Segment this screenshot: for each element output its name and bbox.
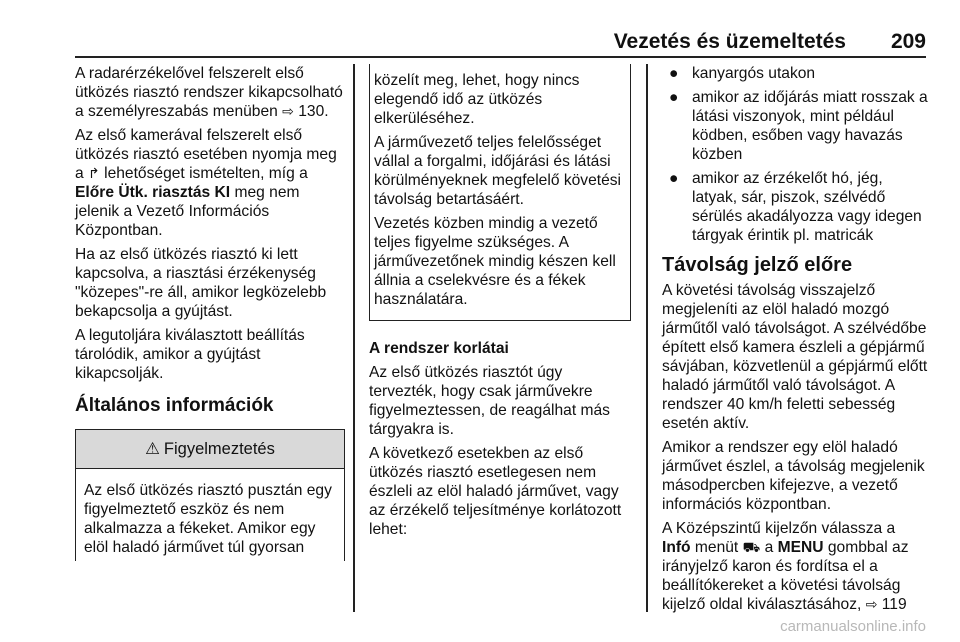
- page-number: 209: [890, 30, 926, 53]
- menu-option-label: Előre Ütk. riasztás KI: [75, 184, 231, 201]
- warning-body: Az első ütközés riasztó pusztán egy figyelmeztető eszköz és nem alkalmazza a fékeket. Amikor egy elöl haladó járművet túl gyorsan: [84, 482, 332, 556]
- paragraph-text: a: [764, 539, 774, 556]
- warning-header: [76, 430, 344, 469]
- paragraph: Az első ütközés riasztót úgy tervezték, hogy csak járművekre figyelmeztessen, de reagálhat más tárgyakra is.: [369, 364, 610, 438]
- paragraph: A következő esetekben az első ütközés riasztó esetlegesen nem észleli az elöl haladó járművet, vagy az érzékelő teljesítménye korlátozott lehet:: [369, 445, 622, 538]
- column-right: [662, 64, 928, 619]
- paragraph: A követési távolság visszajelző megjeleníti az elöl haladó mozgó járműtől való távolságot. A szélvédőbe épített első kamera észleli a gépjármű sávjában, közvetlenül a gépjármű előtt haladó járműtől való távolságot. A rendszer 40 km/h feletti sebesség esetén aktív.: [662, 282, 928, 432]
- bullet-icon: ●: [669, 89, 679, 106]
- paragraph-text: gombbal az irányjelző karon és fordítsa el a beállítókereket a követési távolság kijelző oldal kiválasztásához,: [662, 539, 909, 613]
- warning-title: Figyelmeztetés: [163, 440, 275, 458]
- paragraph: [75, 64, 345, 121]
- paragraph: [75, 126, 345, 240]
- paragraph-text: lehetőséget ismételten, míg a: [104, 165, 308, 182]
- warning-paragraph: A járművezető teljes felelősséget vállal a forgalmi, időjárási és látási körülményeknek megfelelő követési távolság betartásáért.: [374, 134, 622, 208]
- paragraph-text: A radarérzékelővel felszerelt első ütközés riasztó rendszer kikapcsolható a személyreszabás menüben: [75, 65, 343, 120]
- column-divider: [353, 64, 355, 612]
- list-item: [662, 64, 928, 83]
- button-name: MENU: [777, 539, 824, 556]
- column-middle: [369, 64, 631, 544]
- paragraph: Ha az első ütközés riasztó ki lett kapcsolva, a riasztási érzékenység "közepes"-re áll, amikor legközelebb bekapcsolja a gyújtást.: [75, 246, 327, 320]
- column-divider: [646, 64, 648, 612]
- menu-name: Infó: [662, 539, 691, 556]
- car-icon: ⛟: [742, 539, 761, 555]
- page-header: [75, 30, 926, 58]
- list-item: [662, 169, 928, 245]
- paragraph: [662, 519, 928, 614]
- paragraph: Amikor a rendszer egy elöl haladó járművet észlel, a távolság megjelenik másodpercben kifejezve, a vezető információs központban.: [662, 439, 925, 513]
- steering-wheel-button-icon: ↱: [88, 165, 100, 181]
- paragraph: A legutoljára kiválasztott beállítás tárolódik, amikor a gyújtást kikapcsolják.: [75, 327, 305, 382]
- page-reference[interactable]: 130.: [298, 103, 329, 120]
- section-heading: Távolság jelző előre: [662, 254, 853, 276]
- list-item-text: amikor az érzékelőt hó, jég, latyak, sár, piszok, szélvédő sérülés akadályozza vagy idegen tárgyak érintik pl. matricák: [692, 170, 922, 244]
- paragraph-text: A Középszintű kijelzőn válassza a: [662, 520, 896, 537]
- page-title: Vezetés és üzemeltetés: [613, 30, 846, 53]
- reference-arrow-icon: ⇨: [865, 596, 878, 612]
- header-rule: [75, 56, 926, 58]
- paragraph-text: menüt: [694, 539, 739, 556]
- section-heading: Általános információk: [75, 395, 274, 416]
- list-item: [662, 88, 928, 164]
- subheading: A rendszer korlátai: [369, 340, 509, 357]
- warning-box-continued: [369, 64, 631, 321]
- paragraph-text: Az első kamerával felszerelt első ütközés riasztó esetében nyomja meg a: [75, 127, 337, 182]
- warning-triangle-icon: ⚠: [145, 440, 160, 458]
- column-left: [75, 64, 345, 561]
- warning-paragraph: közelít meg, lehet, hogy nincs elegendő idő az ütközés elkerüléséhez.: [374, 72, 580, 127]
- list-item-text: amikor az időjárás miatt rosszak a látási viszonyok, mint például ködben, esőben vagy havazás közben: [692, 89, 928, 163]
- bullet-icon: ●: [669, 170, 679, 187]
- warning-box: [75, 429, 345, 561]
- warning-paragraph: Vezetés közben mindig a vezető teljes figyelme szükséges. A járművezetőnek mindig készen kell állnia a cselekvésre és a fékek használatára.: [374, 215, 616, 308]
- bullet-icon: ●: [669, 65, 679, 82]
- page-reference[interactable]: 119: [881, 596, 907, 613]
- reference-arrow-icon: ⇨: [282, 103, 294, 119]
- paragraph-text: meg nem jelenik a Vezető Információs Központban.: [75, 184, 300, 239]
- list-item-text: kanyargós utakon: [692, 65, 816, 82]
- watermark: carmanualsonline.info: [780, 618, 926, 635]
